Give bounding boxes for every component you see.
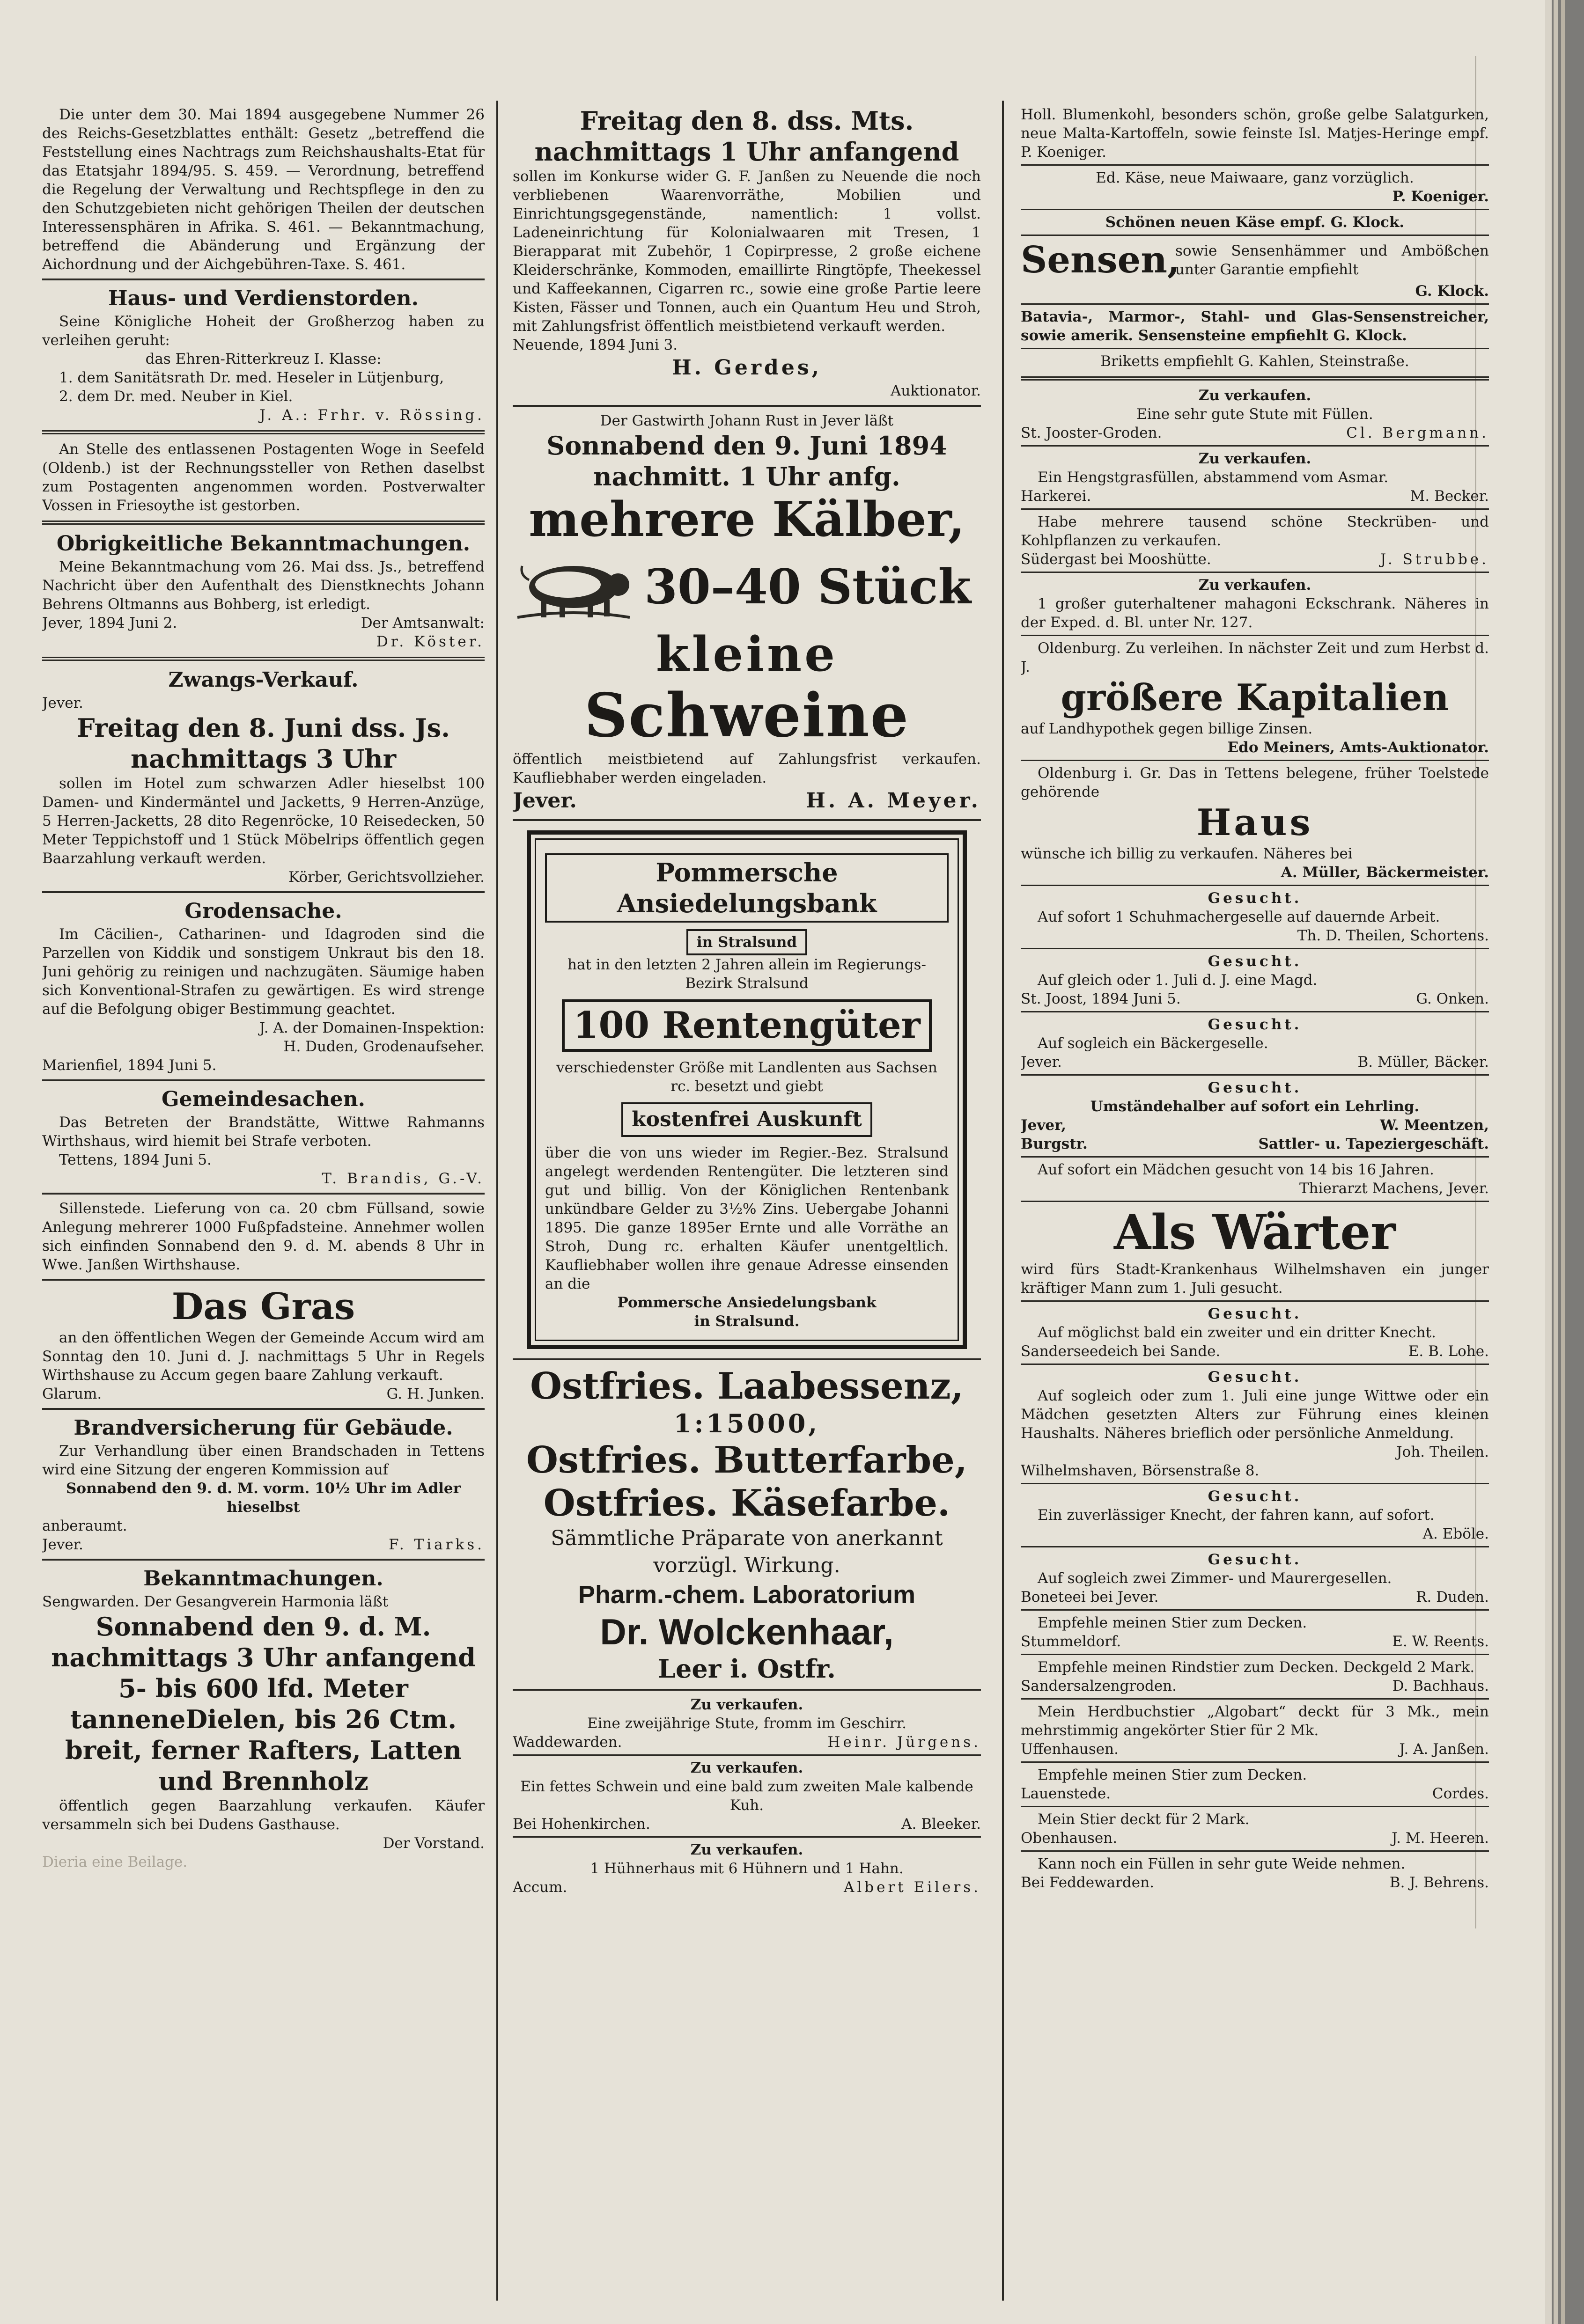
column-3 bbox=[1021, 105, 1489, 2296]
signature: Sattler- u. Tapeziergeschäft. bbox=[1258, 1136, 1489, 1152]
divider bbox=[42, 1559, 485, 1561]
divider bbox=[1021, 164, 1489, 166]
ad-text: Auf sogleich ein Bäckergeselle. bbox=[1038, 1035, 1268, 1052]
signature-row bbox=[513, 787, 981, 814]
signature: B. J. Behrens. bbox=[1389, 1874, 1489, 1891]
klock-kaese-ad: Schönen neuen Käse empf. G. Klock. bbox=[1105, 214, 1405, 231]
signature-row bbox=[1021, 1116, 1489, 1135]
waerter-text: wird fürs Stadt-Krankenhaus Wilhelmshaven ein junger kräftiger Mann zum 1. Juli gesucht. bbox=[1021, 1261, 1489, 1297]
ad-text: Auf sofort ein Mädchen gesucht von 14 bis 16 Jahren. bbox=[1038, 1161, 1434, 1178]
place: Jever, bbox=[1021, 1117, 1066, 1134]
divider bbox=[1021, 348, 1489, 349]
haus-text: Oldenburg i. Gr. Das in Tettens belegene, früher Toelstede gehörende bbox=[1021, 765, 1489, 800]
signature-role: Auktionator. bbox=[890, 382, 981, 399]
place: Burgstr. bbox=[1021, 1136, 1088, 1152]
signature: Cordes. bbox=[1432, 1785, 1489, 1802]
signature: Dr. Köster. bbox=[376, 633, 485, 650]
auction-time: nachmittags 3 Uhr bbox=[130, 744, 397, 774]
kaelber-headline: mehrere Kälber, bbox=[529, 491, 965, 548]
laboratory-text: Sämmtliche Präparate von anerkannt vorzügl. Wirkung. bbox=[551, 1526, 943, 1577]
zwangsverkauf-text: sollen im Hotel zum schwarzen Adler hieselbst 100 Damen- und Kindermäntel und Jacketts, 9 Herren-Anzüge, 5 Herren-Jacketts, 28 dito Regenröcke, 10 Reisedecken, 50 Meter Teppichstoff und 1 Stück Möbelrips öffentlich gegen Baarzahlung verkauft werden. bbox=[42, 775, 485, 867]
konkurs-text: sollen im Konkurse wider G. F. Janßen zu Neuende die noch verbliebenen Waarenvorräthe, Mobilien und Einrichtungsgegenstände, namentlich: 1 vollst. Ladeneinrichtung für Kolonialwaaren mit Tresen, 1 Bierapparat mit Zubehör, 1 Copirpresse, 2 große eichene Kleiderschränke, Kommoden, emaillirte Ringtöpfe, Theekessel und Kaffeekannen, Cigarren rc., sowie eine große Partie leere Kisten, Fässer und Tonnen, auch ein Quantum Heu und Stroh, mit Zahlungsfrist öffentlich meistbietend verkauft werden. bbox=[513, 168, 981, 335]
sensen-ad bbox=[1021, 239, 1489, 282]
signature: B. Müller, Bäcker. bbox=[1357, 1054, 1489, 1070]
signature: Heinr. Jürgens. bbox=[827, 1734, 981, 1751]
divider bbox=[1021, 635, 1489, 636]
divider bbox=[1021, 1201, 1489, 1202]
column-2 bbox=[513, 105, 981, 2296]
signature: G. Onken. bbox=[1416, 990, 1489, 1007]
divider bbox=[1021, 209, 1489, 210]
laabessenz-line: Ostfries. Laabessenz, bbox=[530, 1365, 964, 1408]
gesucht-heading: Gesucht. bbox=[1208, 1488, 1302, 1505]
divider bbox=[1021, 1364, 1489, 1365]
brandversicherung-heading: Brandversicherung für Gebäude. bbox=[74, 1416, 453, 1440]
place: Bei Feddewarden. bbox=[1021, 1874, 1154, 1891]
divider bbox=[42, 521, 485, 525]
pig-illustration-icon bbox=[513, 547, 634, 627]
signature-row bbox=[1021, 1740, 1489, 1759]
divider bbox=[513, 405, 981, 407]
divider bbox=[1021, 1698, 1489, 1700]
waerter-headline: Als Wärter bbox=[1113, 1204, 1396, 1261]
stier-ad: Mein Herdbuchstier „Algobart“ deckt für 3 Mk., mein mehrstimmig angekörter Stier für 2 Mk. bbox=[1021, 1703, 1489, 1739]
bekanntmachungen-text: öffentlich gegen Baarzahlung verkaufen. Käufer versammeln sich bei Dudens Gasthause. bbox=[42, 1797, 485, 1833]
sillenstede-notice: Sillenstede. Lieferung von ca. 20 cbm Füllsand, sowie Anlegung mehrerer 1000 Fußpfadsteine. Annehmer wollen sich einfinden Sonnabend den 9. d. M. abends 8 Uhr in Wwe. Janßen Wirthshause. bbox=[42, 1200, 485, 1273]
steckrueben-ad: Habe mehrere tausend schöne Steckrüben- und Kohlpflanzen zu verkaufen. bbox=[1021, 513, 1489, 549]
divider bbox=[1021, 1483, 1489, 1484]
signature-row bbox=[513, 1733, 981, 1752]
haus-headline: Haus bbox=[1196, 801, 1313, 844]
place: Stummeldorf. bbox=[1021, 1633, 1121, 1650]
signature: Körber, Gerichtsvollzieher. bbox=[288, 869, 485, 886]
obrigkeitliche-heading: Obrigkeitliche Bekanntmachungen. bbox=[56, 532, 471, 556]
haus-text: wünsche ich billig zu verkaufen. Näheres bei bbox=[1021, 845, 1353, 862]
place: Obenhausen. bbox=[1021, 1830, 1118, 1847]
place-date: Neuende, 1894 Juni 3. bbox=[513, 337, 678, 353]
bekanntmachungen-text: Sengwarden. Der Gesangverein Harmonia läßt bbox=[42, 1593, 389, 1610]
kapitalien-text: Oldenburg. Zu verleihen. In nächster Zeit und zum Herbst d. J. bbox=[1021, 640, 1489, 675]
page-edge bbox=[1561, 0, 1565, 2324]
page-edge bbox=[1545, 0, 1552, 2324]
orden-item: 1. dem Sanitätsrath Dr. med. Heseler in Lütjenburg, bbox=[59, 369, 444, 386]
divider bbox=[1021, 1609, 1489, 1611]
goods-list: 5- bis 600 lfd. Meter tanneneDielen, bis 26 Ctm. breit, ferner Rafters, Latten und Brennholz bbox=[65, 1673, 462, 1796]
ad-text: Ein fettes Schwein und eine bald zum zweiten Male kalbende Kuh. bbox=[520, 1778, 973, 1814]
gesucht-heading: Gesucht. bbox=[1208, 953, 1302, 970]
kapitalien-text: auf Landhypothek gegen billige Zinsen. bbox=[1021, 720, 1313, 737]
place: Bei Hohenkirchen. bbox=[513, 1816, 650, 1833]
divider bbox=[42, 1279, 485, 1281]
stier-ad: Mein Stier deckt für 2 Mark. bbox=[1038, 1811, 1250, 1828]
column-1 bbox=[42, 105, 485, 2296]
sensen-headline: Sensen, bbox=[1021, 239, 1180, 281]
signature: F. Tiarks. bbox=[389, 1536, 485, 1553]
ad-text: 1 großer guterhaltener mahagoni Eckschrank. Näheres in der Exped. d. Bl. unter Nr. 127. bbox=[1021, 595, 1489, 631]
divider bbox=[42, 1193, 485, 1195]
gras-heading: Das Gras bbox=[171, 1285, 355, 1328]
divider bbox=[1021, 1300, 1489, 1302]
batavia-ad: Batavia-, Marmor-, Stahl- und Glas-Sensenstreicher, sowie amerik. Sensensteine empfiehlt G. Klock. bbox=[1021, 308, 1489, 344]
divider bbox=[513, 1689, 981, 1691]
signature: H. Duden, Grodenaufseher. bbox=[283, 1038, 485, 1055]
signature-row bbox=[42, 1535, 485, 1554]
schweine-small: kleine bbox=[656, 626, 838, 682]
signature: A. Müller, Bäckermeister. bbox=[1281, 864, 1489, 881]
gesucht-heading: Gesucht. bbox=[1208, 1305, 1302, 1322]
gemeindesachen-text: Das Betreten der Brandstätte, Wittwe Rahmanns Wirthshaus, wird hiemit bei Strafe verboten. bbox=[42, 1114, 485, 1150]
signature: J. M. Heeren. bbox=[1392, 1830, 1489, 1847]
place: Glarum. bbox=[42, 1386, 102, 1402]
pig-row bbox=[513, 547, 981, 627]
signature: R. Duden. bbox=[1416, 1589, 1489, 1606]
zu-verkaufen-heading: Zu verkaufen. bbox=[690, 1841, 803, 1858]
bank-auskunft: kostenfrei Auskunft bbox=[621, 1102, 872, 1137]
divider bbox=[42, 891, 485, 893]
signature: Cl. Bergmann. bbox=[1346, 425, 1489, 441]
brandversicherung-text: anberaumt. bbox=[42, 1518, 127, 1534]
ad-text: Eine sehr gute Stute mit Füllen. bbox=[1136, 406, 1373, 423]
brandversicherung-text: Zur Verhandlung über einen Brandschaden in Tettens wird eine Sitzung der engeren Kommission auf bbox=[42, 1443, 485, 1478]
signature: W. Meentzen, bbox=[1380, 1117, 1489, 1134]
place-date: St. Joost, 1894 Juni 5. bbox=[1021, 990, 1181, 1007]
kaelber-intro: Der Gastwirth Johann Rust in Jever läßt bbox=[600, 412, 894, 429]
signature: J. Strubbe. bbox=[1380, 551, 1489, 568]
office: Der Amtsanwalt: bbox=[361, 615, 485, 631]
bleed-through-text: Dieria eine Beilage. bbox=[42, 1854, 188, 1870]
zu-verkaufen-heading: Zu verkaufen. bbox=[1198, 387, 1311, 404]
divider bbox=[1021, 1806, 1489, 1807]
bank-text: über die von uns wieder im Regier.-Bez. Stralsund angelegt werdenden Rentengüter. Die letzteren sind gut und billig. Von der Königlichen Rentenbank unkündbare Gelder zu 3½% Zins. Uebergabe Johanni 1895. Die ganze 1895er Ernte und alle Vorräthe an Stroh, Dung rc. erhalten Käufer unentgeltlich. Kaufliebhaber wollen ihre genaue Adresse einsenden an die bbox=[545, 1144, 949, 1292]
signature: P. Koeniger. bbox=[1392, 188, 1489, 205]
place: Jever. bbox=[1021, 1054, 1062, 1070]
place: Sanderseedeich bei Sande. bbox=[1021, 1343, 1221, 1360]
ad-text: 1 Hühnerhaus mit 6 Hühnern und 1 Hahn. bbox=[590, 1860, 904, 1877]
bank-title: Pommersche Ansiedelungsbank bbox=[545, 853, 949, 923]
gesucht-heading: Gesucht. bbox=[1208, 1551, 1302, 1568]
zu-verkaufen-heading: Zu verkaufen. bbox=[690, 1759, 803, 1776]
grodensache-text: Im Cäcilien-, Catharinen- und Idagroden sind die Parzellen von Kiddik und sonstigem Unkraut bis den 18. Juni gehörig zu reinigen und nachzugäten. Säumige haben sich Konventional-Strafen zu gewärtigen. Es wird strenge auf die Befolgung obiger Bestimmung geachtet. bbox=[42, 926, 485, 1018]
zwangsverkauf-heading: Zwangs-Verkauf. bbox=[168, 668, 359, 692]
divider bbox=[42, 430, 485, 434]
kaelber-text: öffentlich meistbietend auf Zahlungsfrist verkaufen. Kaufliebhaber werden eingeladen. bbox=[513, 751, 981, 786]
bank-text: hat in den letzten 2 Jahren allein im Regierungs-Bezirk Stralsund bbox=[567, 956, 926, 992]
orden-text: das Ehren-Ritterkreuz I. Klasse: bbox=[145, 351, 382, 367]
stier-ad: Empfehle meinen Rindstier zum Decken. Deckgeld 2 Mark. bbox=[1038, 1659, 1475, 1676]
signature-row bbox=[513, 1878, 981, 1897]
gras-text: an den öffentlichen Wegen der Gemeinde Accum wird am Sonntag den 10. Juni d. J. nachmittags 5 Uhr in Regels Wirthshause zu Accum gegen baare Zahlung verkauft. bbox=[42, 1329, 485, 1384]
place: Harkerei. bbox=[1021, 488, 1091, 505]
divider bbox=[1021, 1546, 1489, 1547]
divider bbox=[1021, 1850, 1489, 1852]
sensen-text: sowie Sensenhämmer und Ambößchen unter Garantie empfiehlt bbox=[1175, 242, 1489, 278]
auction-time: nachmitt. 1 Uhr anfg. bbox=[593, 462, 900, 491]
orden-signature: J. A.: Frhr. v. Rössing. bbox=[259, 407, 485, 424]
blumenkohl-ad: Holl. Blumenkohl, besonders schön, große gelbe Salatgurken, neue Malta-Kartoffeln, sowie feinste Isl. Matjes-Heringe empf. P. Koeniger. bbox=[1021, 106, 1489, 161]
ad-text: Ein Hengstgrasfüllen, abstammend vom Asmar. bbox=[1038, 469, 1389, 486]
place: Lauenstede. bbox=[1021, 1785, 1111, 1802]
schweine-headline: Schweine bbox=[584, 681, 910, 751]
divider bbox=[42, 1408, 485, 1410]
office: J. A. der Domainen-Inspektion: bbox=[259, 1019, 485, 1036]
signature-row bbox=[1021, 1342, 1489, 1361]
zu-verkaufen-heading: Zu verkaufen. bbox=[1198, 577, 1311, 594]
place: Jever. bbox=[513, 789, 577, 813]
gesucht-heading: Gesucht. bbox=[1208, 1016, 1302, 1033]
signature-row bbox=[513, 1815, 981, 1833]
page-edge bbox=[1554, 0, 1558, 2324]
signature: H. Gerdes, bbox=[672, 356, 822, 380]
divider bbox=[1021, 948, 1489, 949]
ad-text: Ein zuverlässiger Knecht, der fahren kann, auf sofort. bbox=[1038, 1507, 1435, 1524]
place: Boneteei bei Jever. bbox=[1021, 1589, 1159, 1606]
stier-ad: Empfehle meinen Stier zum Decken. bbox=[1038, 1767, 1307, 1783]
signature-row bbox=[1021, 1632, 1489, 1651]
signature: Joh. Theilen. bbox=[1396, 1444, 1489, 1460]
divider bbox=[42, 657, 485, 661]
divider bbox=[1021, 1761, 1489, 1763]
divider bbox=[1021, 885, 1489, 886]
gesucht-heading: Gesucht. bbox=[1208, 890, 1302, 907]
divider bbox=[513, 819, 981, 821]
signature: Der Vorstand. bbox=[383, 1835, 485, 1852]
laboratory-owner: Dr. Wolckenhaar, bbox=[600, 1611, 894, 1652]
laboratory-place: Leer i. Ostfr. bbox=[658, 1654, 836, 1684]
place: Waddewarden. bbox=[513, 1734, 622, 1751]
place: Accum. bbox=[513, 1879, 567, 1896]
reichsgesetzblatt-notice: Die unter dem 30. Mai 1894 ausgegebene Nummer 26 des Reichs-Gesetzblattes enthält: Gesetz „betreffend die Feststellung eines Nachtrags zum Reichshaushalts-Etat für das Etatsjahr 1894/95. S. 459. — Verordnung, betreffend die Regelung der Verwaltung und Rechtspflege in den zu den Schutzgebieten nicht gehörigen Theilen der deutschen Interessensphären in Afrika. S. 461. — Bekanntmachung, betreffend die Abänderung und Ergänzung der Aichordnung und der Aichgebühren-Taxe. S. 461. bbox=[42, 106, 485, 273]
post-notice: An Stelle des entlassenen Postagenten Woge in Seefeld (Oldenb.) ist der Rechnungssteller von Rethen daselbst zum Postagenten angenommen worden. Postverwalter Vossen in Friesoythe ist gestorben. bbox=[42, 441, 485, 514]
auction-date: Sonnabend den 9. Juni 1894 bbox=[546, 431, 947, 461]
divider bbox=[513, 1836, 981, 1838]
divider bbox=[1021, 445, 1489, 447]
divider bbox=[513, 1358, 981, 1360]
orden-heading: Haus- und Verdienstorden. bbox=[108, 286, 419, 310]
ad-text: Auf sogleich zwei Zimmer- und Maurergesellen. bbox=[1038, 1570, 1392, 1587]
fuellen-ad: Kann noch ein Füllen in sehr gute Weide nehmen. bbox=[1038, 1855, 1406, 1872]
signature-row bbox=[1021, 487, 1489, 506]
place: Jever. bbox=[42, 695, 83, 711]
signature: E. B. Lohe. bbox=[1408, 1343, 1489, 1360]
signature: H. A. Meyer. bbox=[806, 789, 981, 813]
signature-row bbox=[1021, 1677, 1489, 1695]
signature: Albert Eilers. bbox=[843, 1879, 981, 1896]
bank-headline: 100 Rentengüter bbox=[562, 999, 932, 1052]
signature-row bbox=[1021, 1588, 1489, 1606]
signature-row bbox=[1021, 990, 1489, 1008]
column-rule bbox=[496, 101, 498, 2301]
divider bbox=[1021, 376, 1489, 381]
place: Uffenhausen. bbox=[1021, 1741, 1119, 1758]
column-rule bbox=[1002, 101, 1004, 2301]
stier-ad: Empfehle meinen Stier zum Decken. bbox=[1038, 1614, 1307, 1631]
signature-row bbox=[1021, 550, 1489, 569]
place: Wilhelmshaven, Börsenstraße 8. bbox=[1021, 1462, 1260, 1479]
gesucht-heading: Gesucht. bbox=[1208, 1369, 1302, 1386]
signature: Th. D. Theilen, Schortens. bbox=[1297, 927, 1489, 944]
signature-row bbox=[1021, 1873, 1489, 1892]
ad-text: Auf gleich oder 1. Juli d. J. eine Magd. bbox=[1038, 972, 1318, 989]
laabessenz-ratio: 1:15000, bbox=[673, 1408, 820, 1438]
signature: J. A. Janßen. bbox=[1399, 1741, 1489, 1758]
grodensache-heading: Grodensache. bbox=[184, 899, 342, 923]
kaesefarbe-line: Ostfries. Käsefarbe. bbox=[543, 1482, 950, 1525]
orden-text: Seine Königliche Hoheit der Großherzog haben zu verleihen geruht: bbox=[42, 313, 485, 349]
divider bbox=[42, 279, 485, 280]
signature: Thierarzt Machens, Jever. bbox=[1299, 1180, 1489, 1197]
divider bbox=[1021, 1011, 1489, 1012]
signature-row bbox=[42, 614, 485, 632]
ad-text: Auf möglichst bald ein zweiter und ein dritter Knecht. bbox=[1038, 1324, 1436, 1341]
bank-signature: Pommersche Ansiedelungsbank bbox=[617, 1294, 877, 1311]
signature-row bbox=[1021, 1053, 1489, 1071]
zu-verkaufen-heading: Zu verkaufen. bbox=[690, 1696, 803, 1713]
auction-date: Sonnabend den 9. d. M. bbox=[96, 1612, 431, 1642]
signature: A. Bleeker. bbox=[901, 1816, 981, 1833]
divider bbox=[513, 1754, 981, 1756]
briketts-ad: Briketts empfiehlt G. Kahlen, Steinstraße. bbox=[1100, 353, 1409, 370]
signature-row bbox=[42, 1385, 485, 1403]
divider bbox=[1021, 760, 1489, 761]
place: Südergast bei Mooshütte. bbox=[1021, 551, 1211, 568]
auction-date: Freitag den 8. dss. Mts. bbox=[580, 106, 914, 136]
ad-text: Eine zweijährige Stute, fromm im Geschirr. bbox=[587, 1715, 906, 1732]
divider bbox=[1021, 1156, 1489, 1158]
signature-row bbox=[1021, 1135, 1489, 1153]
signature: Edo Meiners, Amts-Auktionator. bbox=[1227, 739, 1489, 756]
signature-row bbox=[1021, 1829, 1489, 1847]
ad-text: Auf sofort 1 Schuhmachergeselle auf dauernde Arbeit. bbox=[1038, 909, 1440, 925]
place-date: Marienfiel, 1894 Juni 5. bbox=[42, 1057, 217, 1074]
gemeindesachen-heading: Gemeindesachen. bbox=[162, 1087, 365, 1111]
divider bbox=[1021, 1074, 1489, 1076]
bank-signature: in Stralsund. bbox=[694, 1313, 800, 1330]
kaese-ad: Ed. Käse, neue Maiwaare, ganz vorzüglich. bbox=[1096, 169, 1414, 186]
signature-row bbox=[1021, 424, 1489, 442]
obrigkeitliche-text: Meine Bekanntmachung vom 26. Mai dss. Js., betreffend Nachricht über den Aufenthalt des Dienstknechts Johann Behrens Oltmanns aus Bohberg, ist erledigt. bbox=[42, 558, 485, 613]
place-date: Jever, 1894 Juni 2. bbox=[42, 615, 177, 631]
auction-time: nachmittags 1 Uhr anfangend bbox=[534, 137, 959, 167]
bekanntmachungen-heading: Bekanntmachungen. bbox=[143, 1567, 383, 1591]
laboratory-name: Pharm.-chem. Laboratorium bbox=[578, 1581, 916, 1609]
signature: E. W. Reents. bbox=[1392, 1633, 1489, 1650]
divider bbox=[1021, 508, 1489, 510]
butterfarbe-line: Ostfries. Butterfarbe, bbox=[526, 1439, 967, 1481]
orden-item: 2. dem Dr. med. Neuber in Kiel. bbox=[59, 388, 293, 405]
signature: G. Klock. bbox=[1415, 283, 1489, 300]
auction-date: Freitag den 8. Juni dss. Js. bbox=[77, 713, 450, 743]
bank-text: verschiedenster Größe mit Landlenten aus Sachsen rc. besetzt und giebt bbox=[556, 1059, 937, 1095]
place: Sandersalzengroden. bbox=[1021, 1678, 1177, 1694]
divider bbox=[1021, 303, 1489, 305]
ansiedelungsbank-ad bbox=[527, 830, 967, 1349]
signature-row bbox=[1021, 1784, 1489, 1803]
divider bbox=[1021, 235, 1489, 236]
auction-time: nachmittags 3 Uhr anfangend bbox=[51, 1642, 476, 1672]
bank-location: in Stralsund bbox=[686, 929, 807, 955]
schweine-count: 30–40 Stück bbox=[644, 559, 972, 615]
place-date: Tettens, 1894 Juni 5. bbox=[59, 1151, 212, 1168]
signature: T. Brandis, G.-V. bbox=[322, 1170, 485, 1187]
meeting-date: Sonnabend den 9. d. M. vorm. 10½ Uhr im Adler hieselbst bbox=[66, 1480, 461, 1516]
zu-verkaufen-heading: Zu verkaufen. bbox=[1198, 450, 1311, 467]
signature: M. Becker. bbox=[1410, 488, 1489, 505]
place: St. Jooster-Groden. bbox=[1021, 425, 1162, 441]
ad-text: Umständehalber auf sofort ein Lehrling. bbox=[1090, 1098, 1420, 1115]
signature: A. Eböle. bbox=[1422, 1525, 1489, 1542]
ad-text: Auf sogleich oder zum 1. Juli eine junge Wittwe oder ein Mädchen gesetzten Alters zur Führung eines kleinen Haushalts. Näheres brieflich oder persönliche Anmeldung. bbox=[1021, 1387, 1489, 1442]
divider bbox=[1021, 572, 1489, 573]
divider bbox=[42, 1079, 485, 1081]
kapitalien-headline: größere Kapitalien bbox=[1061, 676, 1449, 719]
signature: G. H. Junken. bbox=[386, 1386, 485, 1402]
signature: D. Bachhaus. bbox=[1392, 1678, 1489, 1694]
place: Jever. bbox=[42, 1536, 83, 1553]
gesucht-heading: Gesucht. bbox=[1208, 1079, 1302, 1096]
divider bbox=[1021, 1654, 1489, 1655]
